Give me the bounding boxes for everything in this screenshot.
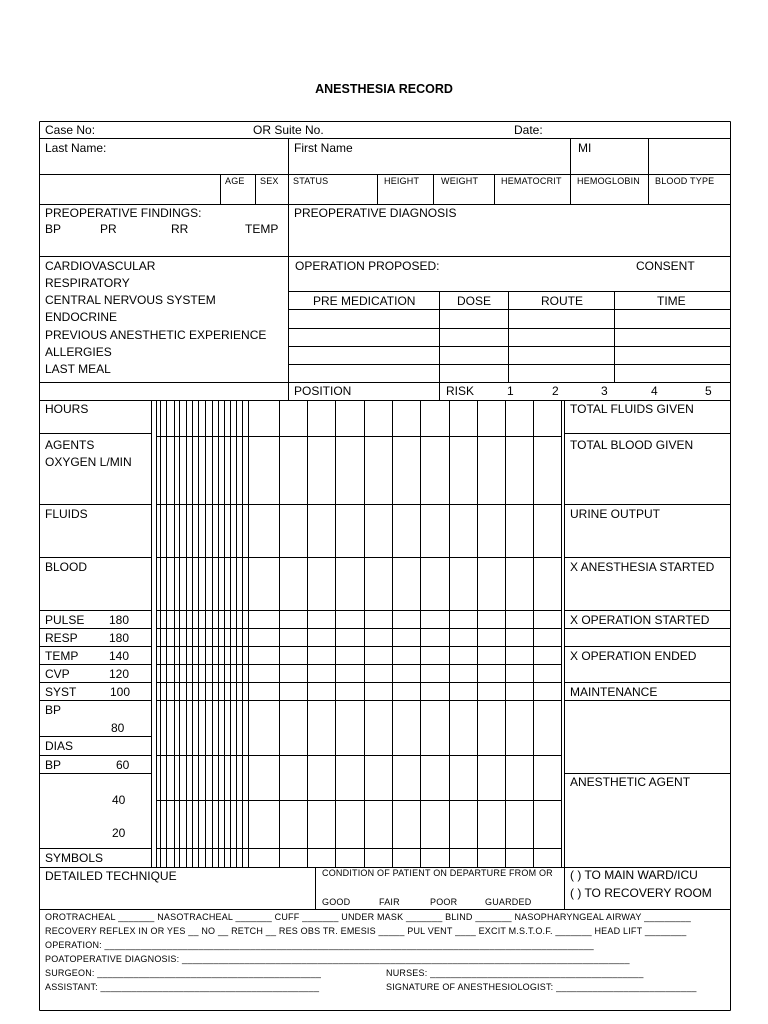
blood-type-label: BLOOD TYPE — [655, 176, 715, 186]
vital-label: BP — [45, 703, 62, 717]
vital-scale: 20 — [112, 826, 126, 840]
pre-medication-header: PRE MEDICATION — [313, 294, 416, 308]
maintenance-label: MAINTENANCE — [570, 685, 658, 699]
vital-scale: 180 — [109, 613, 130, 627]
or-suite-label: OR Suite No. — [253, 123, 324, 137]
hematocrit-label: HEMATOCRIT — [501, 176, 562, 186]
vital-scale: 180 — [109, 631, 130, 645]
mi-label: MI — [578, 141, 592, 155]
system-item: PREVIOUS ANESTHETIC EXPERIENCE — [45, 328, 267, 342]
system-item: LAST MEAL — [45, 362, 111, 376]
system-item: ALLERGIES — [45, 345, 112, 359]
pr-label: PR — [100, 222, 117, 236]
vital-scale: 40 — [112, 793, 126, 807]
total-blood-label: TOTAL BLOOD GIVEN — [570, 438, 694, 452]
vital-label: TEMP — [45, 649, 79, 663]
position-label: POSITION — [294, 384, 352, 398]
time-header: TIME — [657, 294, 686, 308]
agents-label: AGENTS — [45, 438, 95, 452]
condition-guarded: GUARDED — [485, 897, 532, 907]
rr-label: RR — [171, 222, 189, 236]
anesthetic-agent-label: ANESTHETIC AGENT — [570, 775, 691, 789]
urine-output-label: URINE OUTPUT — [570, 507, 660, 521]
height-label: HEIGHT — [384, 176, 420, 186]
recovery-reflex-line: RECOVERY REFLEX IN OR YES __ NO __ RETCH __ RES OBS TR. EMESIS _____ PUL VENT ____ EXCIT M.S.T.O.F. _______ HEAD LIFT ________ — [45, 926, 687, 936]
vital-label: RESP — [45, 631, 78, 645]
age-label: AGE — [225, 176, 245, 186]
postop-diagnosis-line: POATOPERATIVE DIAGNOSIS: ______________________________________________________________________________________ — [45, 954, 630, 964]
condition-poor: POOR — [430, 897, 458, 907]
operation-started-label: X OPERATION STARTED — [570, 613, 710, 627]
vital-label: CVP — [45, 667, 70, 681]
total-fluids-label: TOTAL FLUIDS GIVEN — [570, 402, 694, 416]
first-name-label: First Name — [294, 141, 353, 155]
hemoglobin-label: HEMOGLOBIN — [577, 176, 641, 186]
vital-scale: 60 — [116, 758, 130, 772]
status-label: STATUS — [293, 176, 329, 186]
system-item: CENTRAL NERVOUS SYSTEM — [45, 293, 216, 307]
weight-label: WEIGHT — [441, 176, 479, 186]
main-ward-checkbox[interactable]: ( ) TO MAIN WARD/ICU — [570, 868, 698, 882]
vital-label: DIAS — [45, 739, 74, 753]
risk-level: 1 — [507, 384, 514, 398]
system-item: RESPIRATORY — [45, 276, 130, 290]
oxygen-label: OXYGEN L/MIN — [45, 455, 132, 469]
operation-ended-label: X OPERATION ENDED — [570, 649, 697, 663]
system-item: CARDIOVASCULAR — [45, 259, 156, 273]
risk-level: 2 — [552, 384, 559, 398]
vital-scale: 80 — [111, 721, 125, 735]
blood-label: BLOOD — [45, 560, 88, 574]
fluids-label: FLUIDS — [45, 507, 88, 521]
route-header: ROUTE — [541, 294, 583, 308]
dose-header: DOSE — [457, 294, 492, 308]
last-name-label: Last Name: — [45, 141, 107, 155]
recovery-room-checkbox[interactable]: ( ) TO RECOVERY ROOM — [570, 886, 712, 900]
vital-label: PULSE — [45, 613, 85, 627]
condition-label: CONDITION OF PATIENT ON DEPARTURE FROM OR — [322, 868, 553, 878]
anesthesia-started-label: X ANESTHESIA STARTED — [570, 560, 715, 574]
symbols-label: SYMBOLS — [45, 851, 104, 865]
anesthesiologist-signature-line: SIGNATURE OF ANESTHESIOLOGIST: ___________________________ — [386, 982, 697, 992]
condition-good: GOOD — [322, 897, 351, 907]
risk-level: 3 — [601, 384, 608, 398]
nurses-line: NURSES: _________________________________________ — [386, 968, 644, 978]
risk-label: RISK — [446, 384, 475, 398]
preop-findings-label: PREOPERATIVE FINDINGS: — [45, 206, 202, 220]
vital-scale: 140 — [109, 649, 130, 663]
detailed-technique-label: DETAILED TECHNIQUE — [45, 869, 177, 883]
temp-label: TEMP — [245, 222, 279, 236]
vital-scale: 100 — [110, 685, 131, 699]
date-label: Date: — [514, 123, 543, 137]
case-no-label: Case No: — [45, 123, 96, 137]
hours-label: HOURS — [45, 402, 89, 416]
consent-label: CONSENT — [636, 259, 695, 273]
assistant-line: ASSISTANT: __________________________________________ — [45, 982, 320, 992]
risk-level: 5 — [705, 384, 712, 398]
surgeon-line: SURGEON: ___________________________________________ — [45, 968, 322, 978]
condition-fair: FAIR — [379, 897, 400, 907]
system-item: ENDOCRINE — [45, 310, 118, 324]
sex-label: SEX — [260, 176, 279, 186]
operation-proposed-label: OPERATION PROPOSED: — [295, 259, 440, 273]
risk-level: 4 — [651, 384, 658, 398]
preop-diagnosis-label: PREOPERATIVE DIAGNOSIS — [294, 206, 457, 220]
vital-label: SYST — [45, 685, 77, 699]
form-title: ANESTHESIA RECORD — [315, 82, 453, 96]
bp-label: BP — [45, 222, 62, 236]
airway-line: OROTRACHEAL _______ NASOTRACHEAL _______ CUFF _______ UNDER MASK _______ BLIND _______ NASOPHARYNGEAL AIRWAY _________ — [45, 912, 691, 922]
vital-scale: 120 — [109, 667, 130, 681]
vital-label: BP — [45, 758, 62, 772]
operation-line: OPERATION: ______________________________________________________________________________________________ — [45, 940, 594, 950]
